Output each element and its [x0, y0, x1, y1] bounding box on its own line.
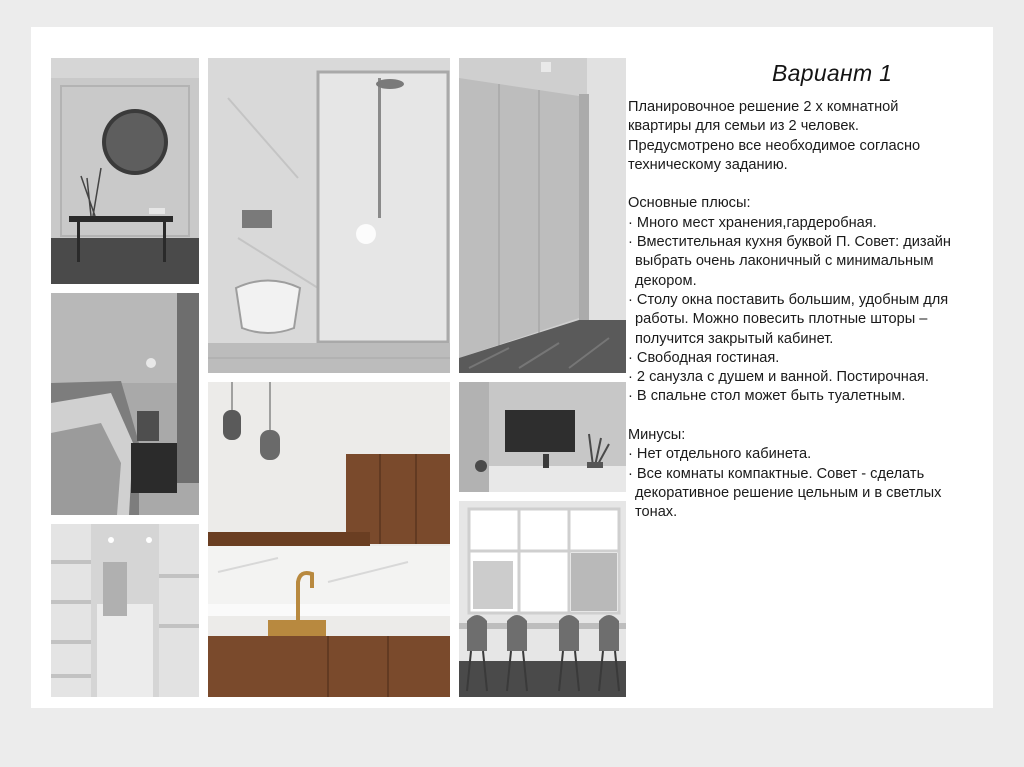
pros-item: · В спальне стол может быть туалетным.: [628, 388, 906, 405]
pros-item: · Вместительная кухня буквой П. Совет: дизайн выбрать очень лаконичный с минимальным декором.: [628, 234, 951, 289]
pros-item: · Столу окна поставить большим, удобным для работы. Можно повесить плотные шторы – получится закрытый кабинет.: [628, 291, 949, 347]
photo-dining-window: [459, 501, 626, 697]
photo-entry-mirror: [51, 58, 199, 284]
photo-kitchen: [208, 382, 450, 697]
pros-item: · Свободная гостиная.: [628, 349, 780, 366]
pros-item: · Много мест хранения,гардеробная.: [628, 214, 877, 231]
photo-walk-in-closet: [51, 524, 199, 697]
cons-item: · Нет отдельного кабинета.: [628, 446, 812, 463]
photo-bedroom: [51, 293, 199, 515]
variant-title: Вариант 1: [772, 60, 893, 86]
design-brief: [628, 98, 958, 523]
photo-shower-bathroom: [208, 58, 450, 373]
cons-item: · Все комнаты компактные. Совет - сделать декоративное решение цельным и в светлых тонах.: [628, 465, 942, 521]
pros-item: · 2 санузла с душем и ванной. Постирочная.: [628, 369, 929, 386]
pros-heading: Основные плюсы:: [628, 195, 751, 212]
photo-living-room-tv: [459, 382, 626, 492]
intro-paragraph: Планировочное решение 2 х комнатной квартиры для семьи из 2 человек. Предусмотрено все необходимое согласно техническому заданию.: [628, 99, 921, 173]
cons-heading: Минусы:: [628, 427, 686, 444]
photo-wardrobe-hallway: [459, 58, 626, 373]
